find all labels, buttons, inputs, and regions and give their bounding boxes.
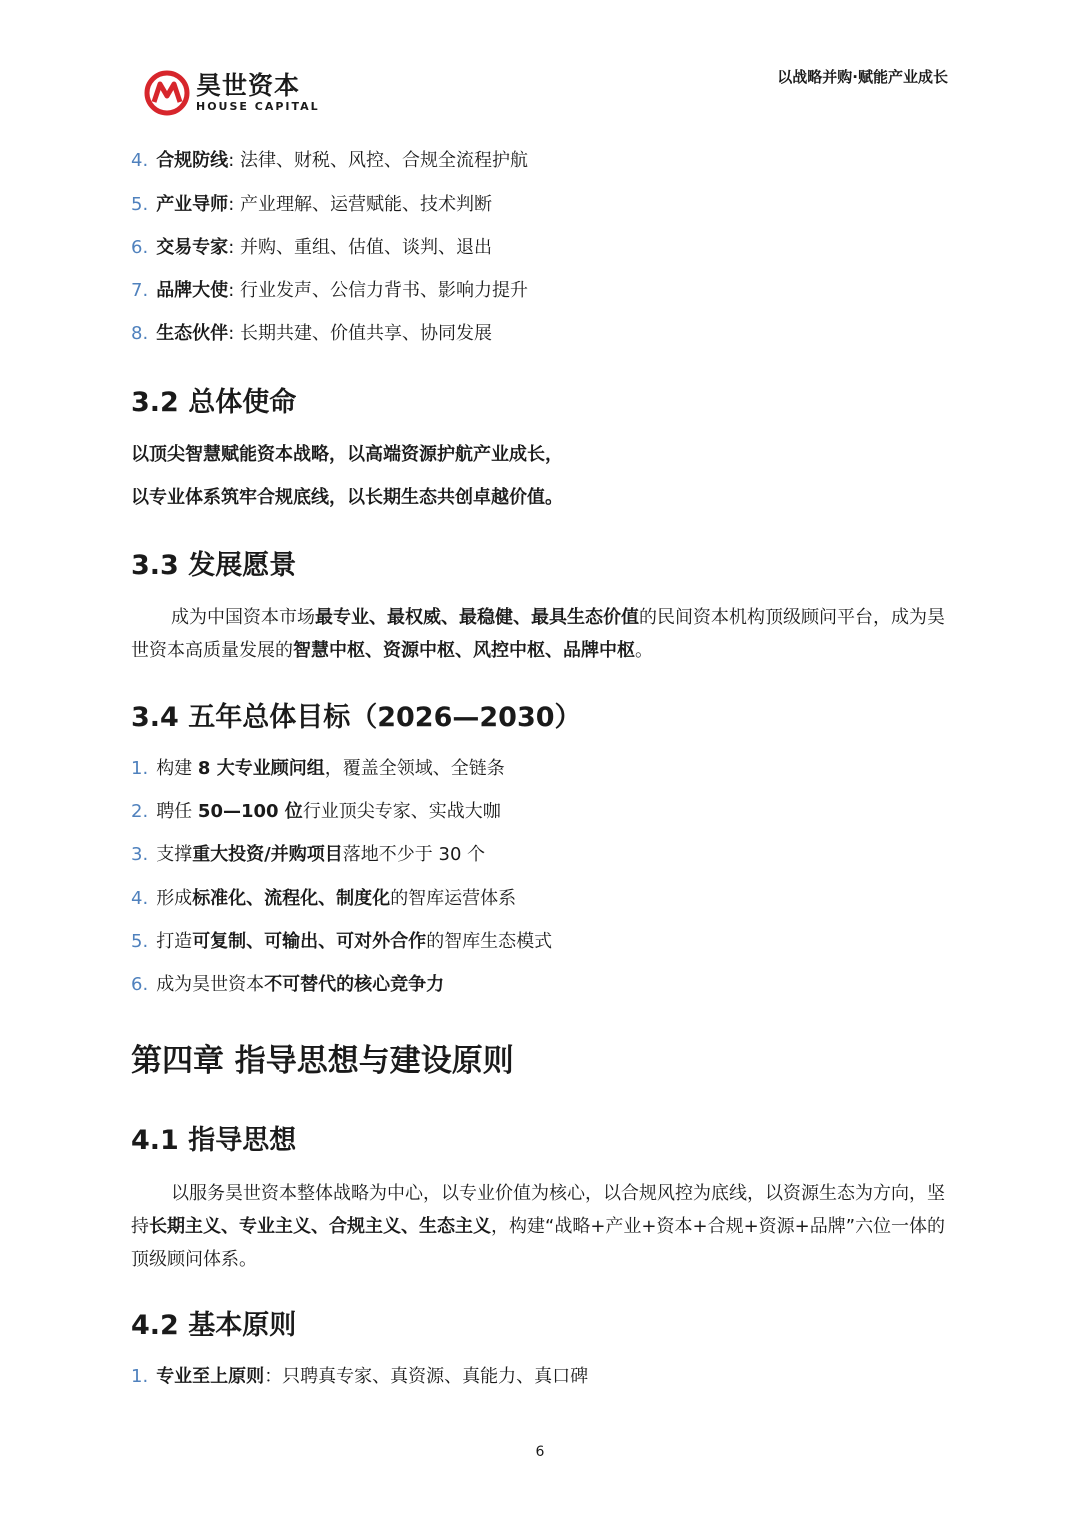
section-heading-3-3: 3.3 发展愿景 (131, 550, 297, 581)
list-item: 3. 支撑重大投资/并购项目落地不少于 30 个 (131, 844, 486, 865)
list-item: 2. 聘任 50—100 位行业顶尖专家、实战大咖 (131, 801, 501, 822)
mission-line-1: 以顶尖智慧赋能资本战略，以高端资源护航产业成长， (131, 444, 563, 465)
list-item: 1. 构建 8 大专业顾问组，覆盖全领域、全链条 (131, 758, 505, 779)
list-item: 6. 交易专家: 并购、重组、估值、谈判、退出 (131, 237, 492, 258)
mission-line-2: 以专业体系筑牢合规底线，以长期生态共创卓越价值。 (131, 487, 563, 508)
list-item: 6. 成为昊世资本不可替代的核心竞争力 (131, 974, 445, 995)
vision-paragraph: 成为中国资本市场最专业、最权威、最稳健、最具生态价值的民间资本机构顶级顾问平台，成为昊世资本高质量发展的智慧中枢、资源中枢、风控中枢、品牌中枢。 (131, 607, 945, 661)
house-capital-logo-icon (144, 70, 190, 116)
list-item: 5. 产业导师: 产业理解、运营赋能、技术判断 (131, 194, 492, 215)
list-item: 7. 品牌大使: 行业发声、公信力背书、影响力提升 (131, 280, 528, 301)
section-heading-3-4: 3.4 五年总体目标（2026—2030） (131, 702, 582, 733)
list-item: 4. 合规防线: 法律、财税、风控、合规全流程护航 (131, 150, 528, 171)
logo-chinese-name: 昊世资本 (196, 71, 301, 100)
list-item: 8. 生态伙伴: 长期共建、价值共享、协同发展 (131, 323, 492, 344)
list-item: 4. 形成标准化、流程化、制度化的智库运营体系 (131, 888, 517, 909)
page-number: 6 (535, 1444, 545, 1460)
header-tagline: 以战略并购·赋能产业成长 (777, 68, 948, 86)
logo-english-name: HOUSE CAPITAL (196, 100, 320, 113)
guiding-thought-paragraph: 以服务昊世资本整体战略为中心，以专业价值为核心，以合规风控为底线，以资源生态为方向，坚持长期主义、专业主义、合规主义、生态主义，构建“战略+产业+资本+合规+资源+品牌”六位一体的顶级顾问体系。 (131, 1183, 946, 1270)
section-heading-4-1: 4.1 指导思想 (131, 1125, 297, 1156)
section-heading-3-2: 3.2 总体使命 (131, 387, 297, 418)
logo (144, 70, 320, 116)
list-item: 1. 专业至上原则：只聘真专家、真资源、真能力、真口碑 (131, 1366, 589, 1387)
chapter-heading: 第四章 指导思想与建设原则 (131, 1043, 514, 1079)
list-item: 5. 打造可复制、可输出、可对外合作的智库生态模式 (131, 931, 553, 952)
section-heading-4-2: 4.2 基本原则 (131, 1310, 297, 1341)
